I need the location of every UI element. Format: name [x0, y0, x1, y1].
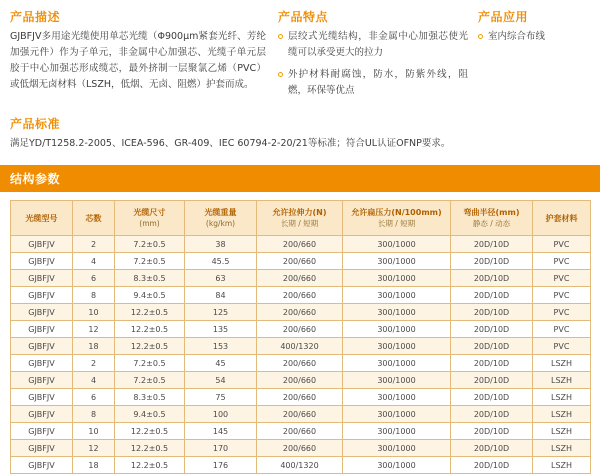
cell-weight: 45.5	[185, 253, 257, 270]
table-row	[11, 389, 591, 406]
cell-size: 9.4±0.5	[115, 406, 185, 423]
table-row	[11, 423, 591, 440]
cell-bend-radius: 20D/10D	[451, 338, 533, 355]
table-row	[11, 440, 591, 457]
cell-weight: 100	[185, 406, 257, 423]
column-header-size: 光缆尺寸 (mm)	[115, 201, 185, 236]
cell-jacket: LSZH	[533, 389, 591, 406]
table-row	[11, 287, 591, 304]
column-header-model: 光缆型号	[11, 201, 73, 236]
cell-bend-radius: 20D/10D	[451, 253, 533, 270]
cell-jacket: PVC	[533, 321, 591, 338]
cell-model: GJBFJV	[11, 236, 73, 253]
cell-bend-radius: 20D/10D	[451, 372, 533, 389]
cell-weight: 75	[185, 389, 257, 406]
table-row	[11, 355, 591, 372]
cell-cores: 4	[73, 253, 115, 270]
cell-weight: 45	[185, 355, 257, 372]
cell-weight: 145	[185, 423, 257, 440]
table-row	[11, 372, 591, 389]
cell-size: 9.4±0.5	[115, 287, 185, 304]
cell-crush: 300/1000	[343, 406, 451, 423]
cell-model: GJBFJV	[11, 253, 73, 270]
cell-tensile: 200/660	[257, 236, 343, 253]
cell-jacket: LSZH	[533, 423, 591, 440]
cell-cores: 10	[73, 304, 115, 321]
cell-weight: 38	[185, 236, 257, 253]
cell-cores: 8	[73, 287, 115, 304]
table-row	[11, 338, 591, 355]
cell-tensile: 200/660	[257, 440, 343, 457]
cell-size: 12.2±0.5	[115, 304, 185, 321]
list-item: 层绞式光缆结构，非金属中心加强芯使光缆可以承受更大的拉力	[278, 29, 468, 61]
table-row	[11, 270, 591, 287]
cell-cores: 4	[73, 372, 115, 389]
cell-jacket: LSZH	[533, 355, 591, 372]
column-header-jacket: 护套材料	[533, 201, 591, 236]
column-header-bend-radius: 弯曲半径(mm) 静态 / 动态	[451, 201, 533, 236]
cell-crush: 300/1000	[343, 236, 451, 253]
cell-jacket: LSZH	[533, 406, 591, 423]
product-description-column	[10, 8, 278, 105]
cell-cores: 10	[73, 423, 115, 440]
table-row	[11, 321, 591, 338]
cell-size: 8.3±0.5	[115, 270, 185, 287]
cell-crush: 300/1000	[343, 321, 451, 338]
cell-size: 12.2±0.5	[115, 321, 185, 338]
cell-tensile: 200/660	[257, 304, 343, 321]
cell-bend-radius: 20D/10D	[451, 304, 533, 321]
cell-crush: 300/1000	[343, 253, 451, 270]
cell-jacket: PVC	[533, 270, 591, 287]
cell-model: GJBFJV	[11, 372, 73, 389]
product-description-title: 产品描述	[10, 10, 61, 24]
list-item: 外护材料耐腐蚀，防水，防紫外线，阻燃，环保等优点	[278, 67, 468, 99]
cell-model: GJBFJV	[11, 440, 73, 457]
cell-cores: 8	[73, 406, 115, 423]
cell-crush: 300/1000	[343, 287, 451, 304]
cell-bend-radius: 20D/10D	[451, 406, 533, 423]
cell-tensile: 400/1320	[257, 457, 343, 474]
cell-bend-radius: 20D/10D	[451, 355, 533, 372]
product-features-list	[278, 29, 468, 99]
cell-size: 12.2±0.5	[115, 440, 185, 457]
cell-crush: 300/1000	[343, 270, 451, 287]
cell-weight: 63	[185, 270, 257, 287]
cell-crush: 300/1000	[343, 457, 451, 474]
cell-cores: 12	[73, 321, 115, 338]
list-item: 室内综合布线	[478, 29, 590, 45]
cell-tensile: 200/660	[257, 270, 343, 287]
cell-size: 7.2±0.5	[115, 253, 185, 270]
cell-tensile: 200/660	[257, 406, 343, 423]
product-application-column	[478, 8, 590, 105]
cell-model: GJBFJV	[11, 338, 73, 355]
cell-weight: 153	[185, 338, 257, 355]
cell-size: 12.2±0.5	[115, 423, 185, 440]
cell-tensile: 200/660	[257, 355, 343, 372]
table-row	[11, 253, 591, 270]
table-header-row	[11, 201, 591, 236]
column-header-crush: 允许扁压力(N/100mm) 长期 / 短期	[343, 201, 451, 236]
cell-cores: 18	[73, 457, 115, 474]
cell-bend-radius: 20D/10D	[451, 321, 533, 338]
cell-crush: 300/1000	[343, 423, 451, 440]
cell-jacket: PVC	[533, 338, 591, 355]
product-application-list	[478, 29, 590, 45]
table-row	[11, 457, 591, 474]
cell-model: GJBFJV	[11, 406, 73, 423]
cell-cores: 2	[73, 355, 115, 372]
cell-size: 7.2±0.5	[115, 236, 185, 253]
cell-model: GJBFJV	[11, 355, 73, 372]
cell-tensile: 200/660	[257, 321, 343, 338]
table-body	[11, 236, 591, 474]
cell-cores: 12	[73, 440, 115, 457]
product-application-title: 产品应用	[478, 10, 529, 24]
cell-model: GJBFJV	[11, 304, 73, 321]
cell-size: 12.2±0.5	[115, 457, 185, 474]
structure-parameters-title: 结构参数	[0, 165, 600, 192]
cell-bend-radius: 20D/10D	[451, 389, 533, 406]
table-row	[11, 406, 591, 423]
structure-parameters-table	[10, 200, 591, 474]
cell-model: GJBFJV	[11, 287, 73, 304]
cell-weight: 125	[185, 304, 257, 321]
cell-weight: 176	[185, 457, 257, 474]
cell-model: GJBFJV	[11, 423, 73, 440]
cell-weight: 54	[185, 372, 257, 389]
cell-jacket: LSZH	[533, 440, 591, 457]
cell-crush: 300/1000	[343, 338, 451, 355]
cell-bend-radius: 20D/10D	[451, 270, 533, 287]
product-features-column	[278, 8, 478, 105]
cell-bend-radius: 20D/10D	[451, 440, 533, 457]
cell-cores: 6	[73, 270, 115, 287]
cell-crush: 300/1000	[343, 355, 451, 372]
column-header-tensile: 允许拉伸力(N) 长期 / 短期	[257, 201, 343, 236]
cell-size: 7.2±0.5	[115, 372, 185, 389]
cell-crush: 300/1000	[343, 440, 451, 457]
cell-bend-radius: 20D/10D	[451, 423, 533, 440]
column-header-cores: 芯数	[73, 201, 115, 236]
cell-cores: 6	[73, 389, 115, 406]
cell-tensile: 200/660	[257, 372, 343, 389]
cell-model: GJBFJV	[11, 457, 73, 474]
cell-tensile: 200/660	[257, 287, 343, 304]
cell-cores: 2	[73, 236, 115, 253]
product-standards-section	[0, 105, 600, 151]
column-header-weight: 光缆重量 (kg/km)	[185, 201, 257, 236]
cell-size: 7.2±0.5	[115, 355, 185, 372]
cell-weight: 135	[185, 321, 257, 338]
cell-model: GJBFJV	[11, 389, 73, 406]
product-features-title: 产品特点	[278, 10, 329, 24]
cell-jacket: PVC	[533, 236, 591, 253]
cell-tensile: 200/660	[257, 423, 343, 440]
product-standards-text: 满足YD/T1258.2-2005、ICEA-596、GR-409、IEC 60794-2-20/21等标准；符合UL认证OFNP要求。	[10, 138, 451, 149]
cell-cores: 18	[73, 338, 115, 355]
cell-tensile: 400/1320	[257, 338, 343, 355]
cell-weight: 84	[185, 287, 257, 304]
cell-model: GJBFJV	[11, 270, 73, 287]
cell-weight: 170	[185, 440, 257, 457]
cell-tensile: 200/660	[257, 253, 343, 270]
cell-tensile: 200/660	[257, 389, 343, 406]
cell-jacket: LSZH	[533, 457, 591, 474]
product-standards-title: 产品标准	[10, 117, 61, 131]
cell-model: GJBFJV	[11, 321, 73, 338]
top-columns	[0, 0, 600, 105]
table-row	[11, 304, 591, 321]
cell-crush: 300/1000	[343, 372, 451, 389]
table-row	[11, 236, 591, 253]
cell-jacket: PVC	[533, 304, 591, 321]
cell-bend-radius: 20D/10D	[451, 457, 533, 474]
cell-jacket: PVC	[533, 253, 591, 270]
cell-bend-radius: 20D/10D	[451, 236, 533, 253]
cell-bend-radius: 20D/10D	[451, 287, 533, 304]
cell-crush: 300/1000	[343, 389, 451, 406]
cell-size: 12.2±0.5	[115, 338, 185, 355]
cell-jacket: PVC	[533, 287, 591, 304]
product-description-text: GJBFJV多用途光缆使用单芯光缆（Φ900μm紧套光纤、芳纶加强元件）作为子单元，非金属中心加强芯、光缆子单元层胶于中心加强芯形成缆芯，最外挤制一层聚氯乙烯（PVC）或低烟无卤材料（LSZH，低烟、无卤、阻燃）护套而成。	[10, 31, 266, 90]
cell-jacket: LSZH	[533, 372, 591, 389]
cell-crush: 300/1000	[343, 304, 451, 321]
cell-size: 8.3±0.5	[115, 389, 185, 406]
